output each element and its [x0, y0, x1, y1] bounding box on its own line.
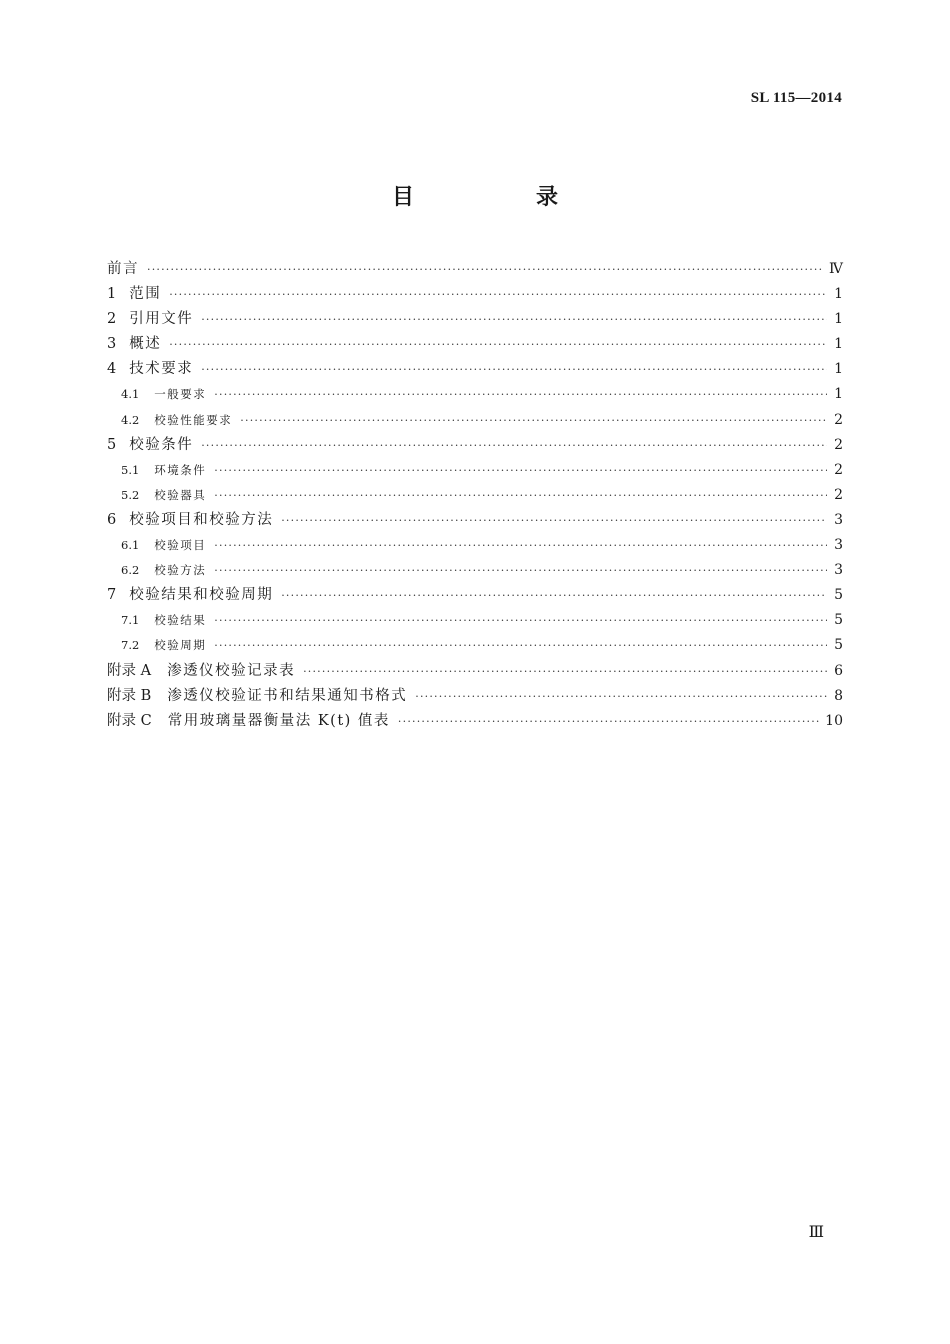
toc-entry-number: 4: [107, 361, 117, 378]
toc-entry-number: 3: [107, 336, 117, 353]
toc-entry-label: 一般要求: [154, 387, 207, 402]
dot-leader: [214, 458, 827, 483]
toc-entry-label: 渗透仪校验证书和结果通知书格式: [167, 687, 408, 704]
toc-entry-number: 4.1: [121, 387, 140, 402]
toc-entry-label: 校验项目: [154, 538, 207, 553]
dot-leader: [201, 307, 827, 332]
toc-entry-6-2[interactable]: [107, 558, 843, 583]
toc-entry-3[interactable]: [107, 332, 843, 357]
toc-entry-page: 10: [825, 712, 843, 729]
dot-leader: [398, 709, 819, 734]
dot-leader: [147, 257, 823, 282]
toc-entry-4-1[interactable]: [107, 382, 843, 407]
toc-entry-4-2[interactable]: [107, 408, 843, 433]
toc-entry-label: 范围: [129, 286, 162, 303]
toc-entry-page: 2: [834, 411, 843, 428]
page-title: 目 录: [391, 185, 608, 210]
table-of-contents: [107, 257, 843, 734]
toc-entry-label: 引用文件: [129, 311, 194, 328]
toc-entry-number: 5.2: [121, 487, 140, 502]
dot-leader: [169, 282, 827, 307]
dot-leader: [281, 583, 827, 608]
toc-entry-6[interactable]: [107, 508, 843, 533]
toc-entry-number: 附录 A: [107, 662, 152, 679]
toc-entry-page: 1: [834, 386, 843, 403]
toc-entry-page: 1: [834, 311, 843, 328]
toc-entry-5-1[interactable]: [107, 458, 843, 483]
dot-leader: [201, 433, 827, 458]
toc-entry-number: 附录 C: [107, 712, 152, 729]
toc-entry-5[interactable]: [107, 433, 843, 458]
toc-entry-page: 8: [834, 687, 843, 704]
dot-leader: [214, 558, 827, 583]
toc-entry-2[interactable]: [107, 307, 843, 332]
toc-entry-page: 3: [834, 537, 843, 554]
toc-entry-label: 校验结果: [154, 613, 207, 628]
toc-entry-appendix-b[interactable]: [107, 684, 843, 709]
toc-entry-page: 6: [834, 662, 843, 679]
toc-entry-number: 1: [107, 286, 117, 303]
toc-entry-label: 环境条件: [154, 462, 207, 477]
toc-entry-page: 2: [834, 436, 843, 453]
toc-entry-number: 7: [107, 587, 117, 604]
toc-entry-number: 6.1: [121, 538, 140, 553]
toc-entry-label: 技术要求: [129, 361, 194, 378]
toc-entry-number: 附录 B: [107, 687, 152, 704]
toc-entry-label: 概述: [129, 336, 162, 353]
toc-entry-number: 4.2: [121, 412, 140, 427]
dot-leader: [201, 357, 827, 382]
toc-entry-number: 2: [107, 311, 117, 328]
toc-entry-page: 5: [834, 637, 843, 654]
toc-entry-label: 校验性能要求: [154, 412, 233, 427]
standard-code: SL 115—2014: [750, 90, 842, 106]
toc-entry-number: 5: [107, 436, 117, 453]
toc-entry-label: 校验周期: [154, 638, 207, 653]
toc-entry-label: 常用玻璃量器衡量法 K(t) 值表: [167, 712, 390, 729]
dot-leader: [415, 684, 827, 709]
toc-entry-7[interactable]: [107, 583, 843, 608]
toc-entry-label: 校验条件: [129, 436, 194, 453]
toc-entry-7-1[interactable]: [107, 608, 843, 633]
toc-entry-label: 校验结果和校验周期: [129, 587, 274, 604]
toc-entry-7-2[interactable]: [107, 633, 843, 658]
dot-leader: [214, 382, 827, 407]
toc-entry-number: 7.1: [121, 613, 140, 628]
toc-entry-page: 1: [834, 361, 843, 378]
toc-entry-4[interactable]: [107, 357, 843, 382]
toc-entry-page: 1: [834, 286, 843, 303]
toc-entry-6-1[interactable]: [107, 533, 843, 558]
dot-leader: [214, 633, 827, 658]
toc-entry-number: 6.2: [121, 563, 140, 578]
toc-entry-foreword[interactable]: [107, 257, 843, 282]
dot-leader: [214, 608, 827, 633]
toc-entry-page: Ⅳ: [829, 261, 843, 277]
toc-entry-label: 校验器具: [154, 487, 207, 502]
toc-entry-label: 校验项目和校验方法: [129, 511, 274, 528]
toc-entry-label: 校验方法: [154, 563, 207, 578]
toc-entry-page: 5: [834, 587, 843, 604]
toc-entry-number: 6: [107, 511, 117, 528]
toc-entry-page: 3: [834, 562, 843, 579]
dot-leader: [214, 483, 827, 508]
toc-entry-appendix-c[interactable]: [107, 709, 843, 734]
toc-entry-appendix-a[interactable]: [107, 659, 843, 684]
toc-entry-5-2[interactable]: [107, 483, 843, 508]
dot-leader: [214, 533, 827, 558]
page-number: Ⅲ: [808, 1224, 824, 1241]
dot-leader: [303, 659, 827, 684]
toc-entry-page: 3: [834, 511, 843, 528]
toc-entry-1[interactable]: [107, 282, 843, 307]
toc-entry-page: 2: [834, 461, 843, 478]
toc-entry-page: 1: [834, 336, 843, 353]
toc-entry-page: 2: [834, 486, 843, 503]
toc-entry-label: 前言: [107, 261, 139, 277]
toc-entry-number: 7.2: [121, 638, 140, 653]
dot-leader: [240, 408, 827, 433]
toc-entry-page: 5: [834, 612, 843, 629]
toc-entry-label: 渗透仪校验记录表: [167, 662, 296, 679]
toc-entry-number: 5.1: [121, 462, 140, 477]
dot-leader: [281, 508, 827, 533]
dot-leader: [169, 332, 827, 357]
